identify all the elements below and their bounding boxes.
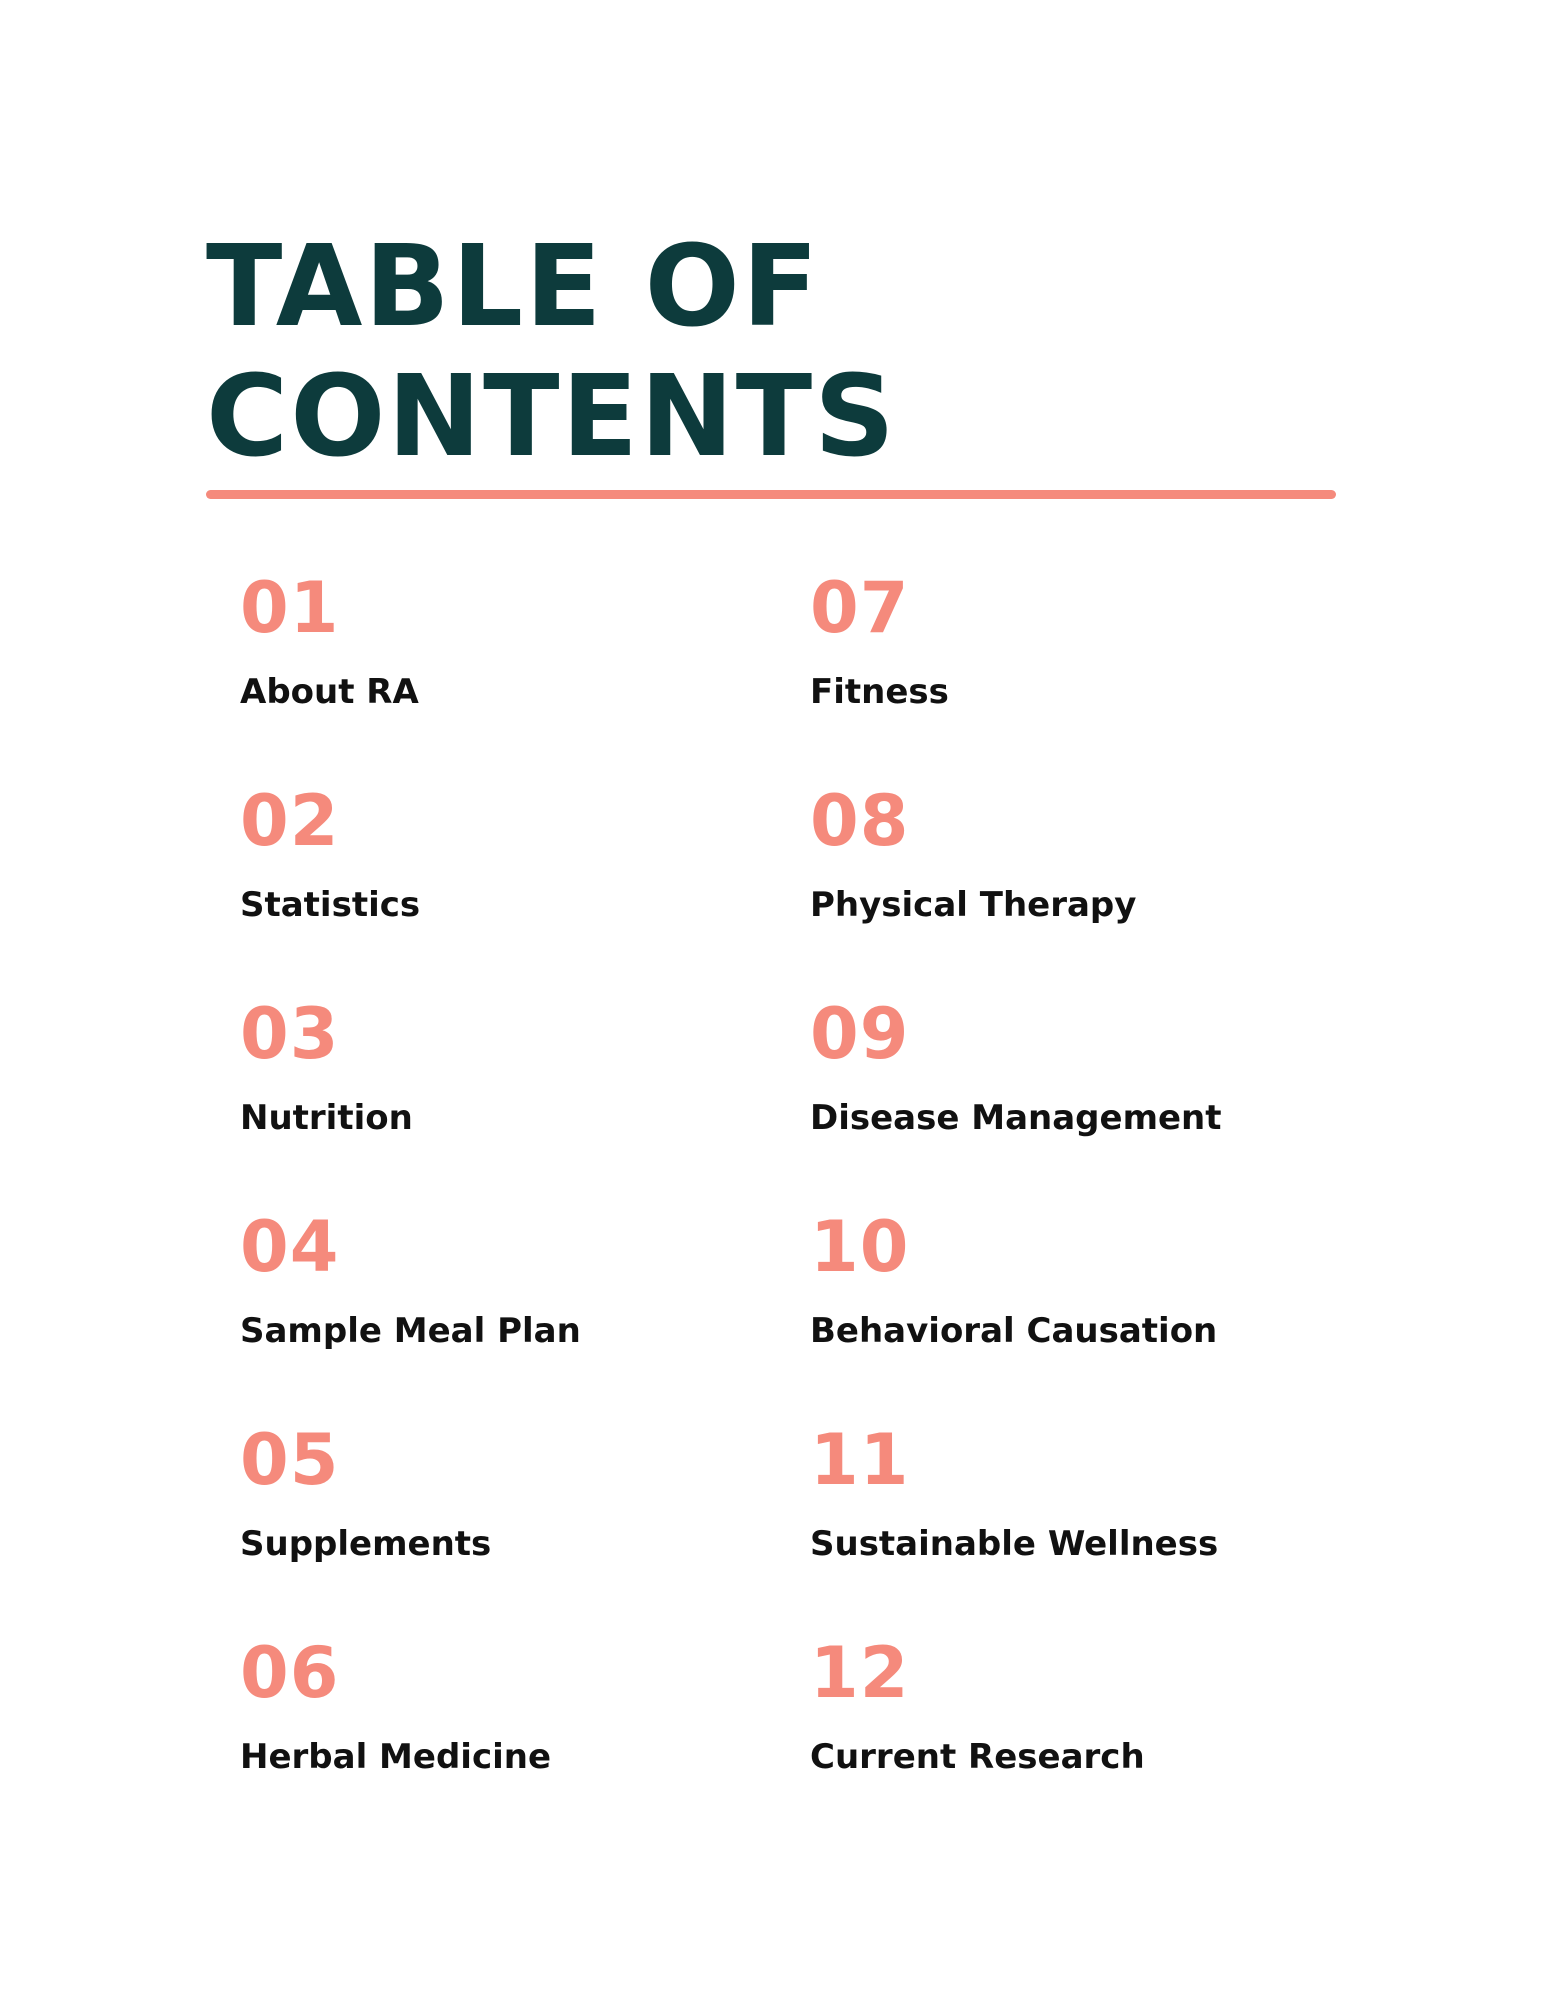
toc-label: Fitness [810,672,949,712]
toc-item-10[interactable] [810,1207,1370,1377]
toc-item-08[interactable] [810,781,1370,951]
toc-number: 07 [810,567,910,649]
toc-item-04[interactable] [240,1207,800,1377]
toc-label: About RA [240,672,419,712]
toc-label: Herbal Medicine [240,1737,552,1777]
toc-item-06[interactable] [240,1633,800,1803]
toc-number: 04 [240,1206,340,1288]
title-line-1: TABLE OF [206,222,821,352]
title-line-2: CONTENTS [206,352,897,482]
toc-number: 03 [240,993,340,1075]
toc-item-03[interactable] [240,994,800,1164]
toc-item-01[interactable] [240,568,800,738]
toc-label: Physical Therapy [810,885,1137,925]
toc-item-07[interactable] [810,568,1370,738]
toc-label: Sample Meal Plan [240,1311,581,1351]
toc-item-09[interactable] [810,994,1370,1164]
toc-item-05[interactable] [240,1420,800,1590]
toc-number: 01 [240,567,340,649]
toc-label: Supplements [240,1524,492,1564]
toc-label: Statistics [240,885,421,925]
toc-label: Disease Management [810,1098,1222,1138]
toc-item-02[interactable] [240,781,800,951]
toc-number: 09 [810,993,910,1075]
toc-label: Sustainable Wellness [810,1524,1219,1564]
toc-number: 02 [240,780,340,862]
toc-item-12[interactable] [810,1633,1370,1803]
toc-label: Nutrition [240,1098,413,1138]
toc-number: 10 [810,1206,910,1288]
toc-number: 11 [810,1419,910,1501]
toc-number: 08 [810,780,910,862]
toc-item-11[interactable] [810,1420,1370,1590]
toc-number: 12 [810,1632,910,1714]
toc-number: 05 [240,1419,340,1501]
toc-number: 06 [240,1632,340,1714]
toc-label: Current Research [810,1737,1145,1777]
toc-label: Behavioral Causation [810,1311,1218,1351]
